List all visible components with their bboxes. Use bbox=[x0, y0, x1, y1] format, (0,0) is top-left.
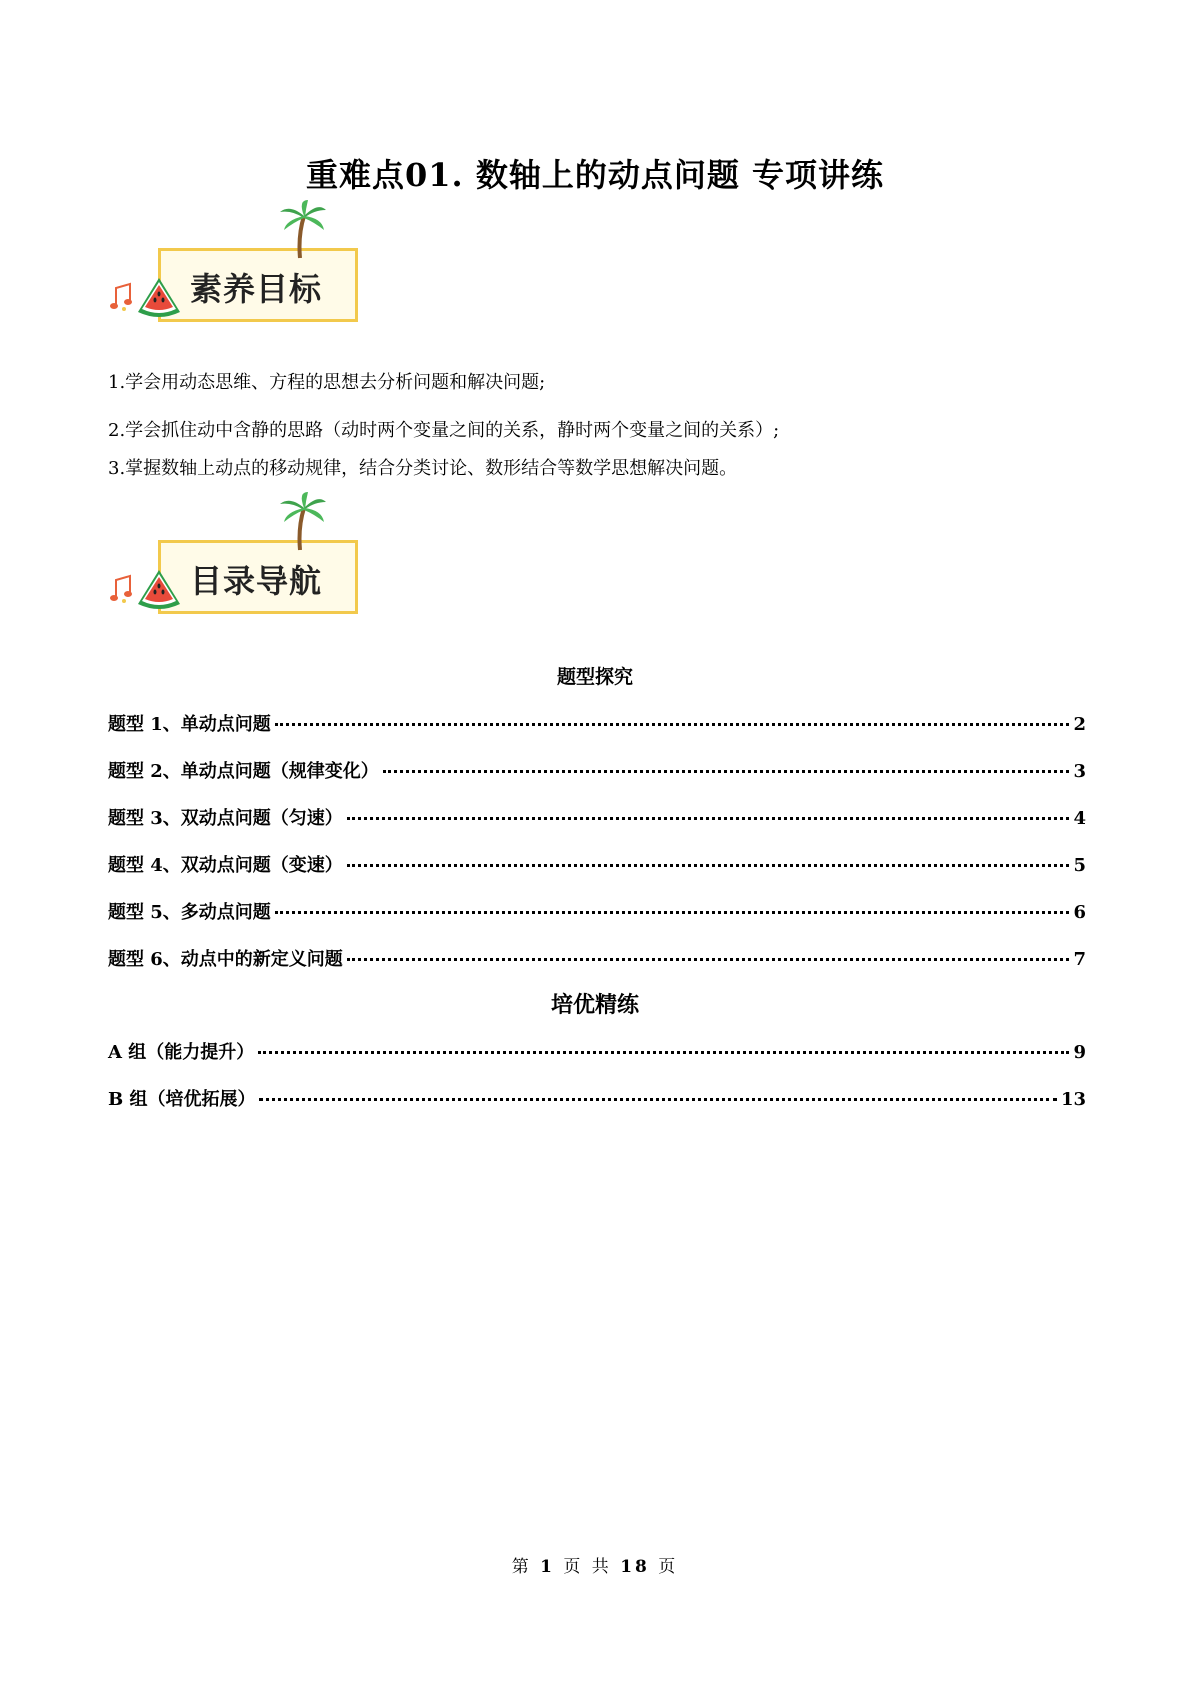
toc-entry-label: 题型 1、单动点问题 bbox=[108, 714, 271, 735]
toc-entry[interactable] bbox=[108, 945, 1086, 971]
toc-entry-page: 13 bbox=[1060, 1089, 1086, 1110]
goals-banner bbox=[110, 200, 370, 330]
toc-leader-dots bbox=[275, 723, 1070, 726]
toc-entry-label: 题型 5、多动点问题 bbox=[108, 902, 271, 923]
toc-leader-dots bbox=[347, 958, 1070, 961]
toc-entry-label: 题型 4、双动点问题（变速） bbox=[108, 855, 343, 876]
toc-leader-dots bbox=[347, 817, 1070, 820]
toc-leader-dots bbox=[275, 911, 1070, 914]
toc-entry-page: 5 bbox=[1073, 855, 1086, 876]
toc-group-heading: 培优精练 bbox=[550, 992, 639, 1018]
toc-entry-page: 9 bbox=[1073, 1042, 1086, 1063]
goals-banner-label: 素养目标 bbox=[190, 270, 323, 308]
page-footer bbox=[0, 1552, 1190, 1577]
toc-leader-dots bbox=[347, 864, 1070, 867]
objective-item: 3.掌握数轴上动点的移动规律，结合分类讨论、数形结合等数学思想解决问题。 bbox=[108, 458, 738, 479]
toc-entry[interactable] bbox=[108, 1038, 1086, 1064]
toc-entry[interactable] bbox=[108, 898, 1086, 924]
toc-entry-label: A 组（能力提升） bbox=[108, 1042, 255, 1063]
toc-entry-page: 6 bbox=[1073, 902, 1086, 923]
footer-mid: 页 共 bbox=[563, 1557, 612, 1577]
footer-current-page: 1 bbox=[540, 1557, 555, 1577]
watermelon-icon bbox=[134, 566, 184, 616]
objective-item: 2.学会抓住动中含静的思路（动时两个变量之间的关系，静时两个变量之间的关系）; bbox=[108, 420, 780, 441]
watermelon-icon bbox=[134, 274, 184, 324]
palm-tree-icon bbox=[278, 200, 328, 260]
toc-entry-page: 4 bbox=[1073, 808, 1086, 829]
toc-entry-page: 2 bbox=[1073, 714, 1086, 735]
palm-tree-icon bbox=[278, 492, 328, 552]
toc-entry[interactable] bbox=[108, 1085, 1086, 1111]
objective-item: 1.学会用动态思维、方程的思想去分析问题和解决问题; bbox=[108, 372, 546, 393]
footer-total-pages: 18 bbox=[620, 1557, 650, 1577]
toc-entry-label: B 组（培优拓展） bbox=[108, 1089, 256, 1110]
toc-entry[interactable] bbox=[108, 710, 1086, 736]
toc-entry-page: 7 bbox=[1073, 949, 1086, 970]
toc-entry[interactable] bbox=[108, 804, 1086, 830]
document-title: 重难点01. 数轴上的动点问题 专项讲练 bbox=[306, 156, 884, 194]
toc-banner bbox=[110, 492, 370, 622]
toc-entry[interactable] bbox=[108, 757, 1086, 783]
toc-leader-dots bbox=[383, 770, 1070, 773]
toc-entry-label: 题型 2、单动点问题（规律变化） bbox=[108, 761, 379, 782]
music-note-icon bbox=[110, 574, 136, 604]
toc-leader-dots bbox=[258, 1051, 1069, 1054]
music-note-icon bbox=[110, 282, 136, 312]
toc-entry[interactable] bbox=[108, 851, 1086, 877]
toc-entry-label: 题型 6、动点中的新定义问题 bbox=[108, 949, 343, 970]
toc-banner-label: 目录导航 bbox=[190, 562, 323, 600]
footer-suffix: 页 bbox=[658, 1557, 679, 1577]
toc-leader-dots bbox=[259, 1098, 1056, 1101]
toc-group-heading: 题型探究 bbox=[556, 666, 633, 688]
toc-entry-page: 3 bbox=[1073, 761, 1086, 782]
footer-prefix: 第 bbox=[511, 1557, 532, 1577]
toc-entry-label: 题型 3、双动点问题（匀速） bbox=[108, 808, 343, 829]
